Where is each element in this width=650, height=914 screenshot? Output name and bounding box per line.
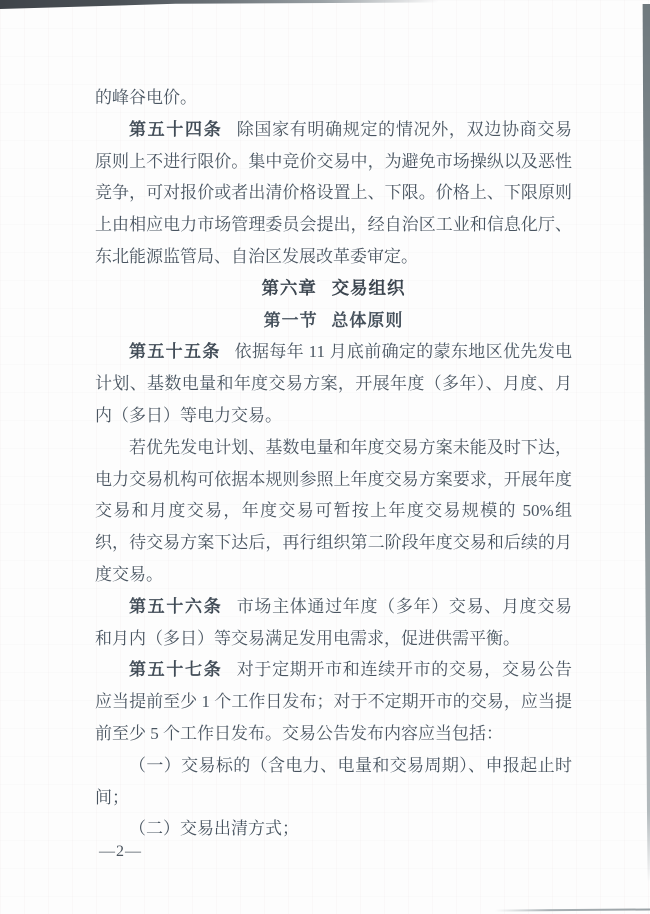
article-56 xyxy=(95,591,572,655)
scan-artifact-top-edge xyxy=(0,0,585,9)
list-item-1 xyxy=(95,750,572,814)
article-54-text: 除国家有明确规定的情况外，双边协商交易原则上不进行限价。集中竞价交易中，为避免市场操纵以及恶性竞争，可对报价或者出清价格设置上、下限。价格上、下限原则上由相应电力市场管理委员会提出，经自治区工业和信息化厅、东北能源监管局、自治区发展改革委审定。 xyxy=(95,119,573,266)
article-54 xyxy=(95,114,572,273)
article-54-number: 第五十四条 xyxy=(129,119,223,139)
section-number: 第一节 xyxy=(263,310,318,330)
article-55-number: 第五十五条 xyxy=(129,342,221,362)
section-heading xyxy=(95,305,572,337)
list-item-2-text: （二）交易出清方式； xyxy=(129,819,299,839)
paragraph-supplement xyxy=(95,432,572,591)
page-number: —2— xyxy=(99,843,142,860)
article-56-text: 市场主体通过年度（多年）交易、月度交易和月内（多日）等交易满足发用电需求，促进供需平衡。 xyxy=(95,596,573,648)
article-55-text: 依据每年 11 月底前确定的蒙东地区优先发电计划、基数电量和年度交易方案，开展年度（多年）、月度、月内（多日）等电力交易。 xyxy=(95,342,573,425)
article-57 xyxy=(95,654,572,749)
paragraph-text: 的峰谷电价。 xyxy=(95,88,197,107)
chapter-number: 第六章 xyxy=(261,277,317,298)
list-item-2 xyxy=(95,813,572,845)
chapter-heading xyxy=(95,273,572,305)
article-56-number: 第五十六条 xyxy=(129,596,223,616)
scan-artifact-bottom-edge xyxy=(495,908,650,911)
chapter-title: 交易组织 xyxy=(331,277,406,298)
document-body xyxy=(95,82,572,845)
article-57-number: 第五十七条 xyxy=(129,660,223,680)
section-title: 总体原则 xyxy=(331,310,404,330)
scan-artifact-right-edge xyxy=(641,4,650,882)
list-item-1-text: （一）交易标的（含电力、电量和交易周期）、申报起止时间； xyxy=(95,755,572,807)
article-57-text: 对于定期开市和连续开市的交易，交易公告应当提前至少 1 个工作日发布；对于不定期开市的交易，应当提前至少 5 个工作日发布。交易公告发布内容应当包括： xyxy=(95,660,573,743)
article-55 xyxy=(95,336,572,431)
paragraph-text: 若优先发电计划、基数电量和年度交易方案未能及时下达，电力交易机构可依据本规则参照上年度交易方案要求，开展年度交易和月度交易，年度交易可暂按上年度交易规模的 50%组织，待交易方案下达后，再行组织第二阶段年度交易和后续的月度交易。 xyxy=(95,437,572,584)
paragraph-continuation xyxy=(95,82,572,114)
